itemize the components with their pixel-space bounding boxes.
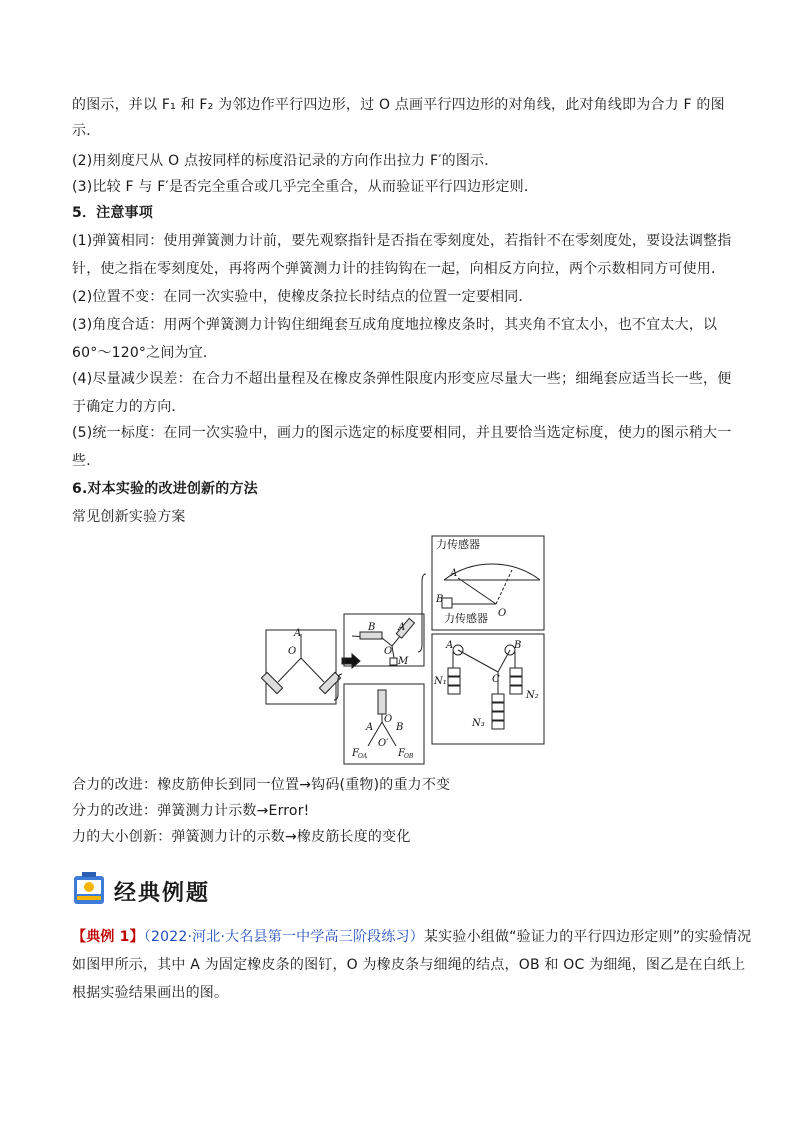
text-line: (5)统一标度：在同一次实验中，画力的图示选定的标度要相同，并且要恰当选定标度，使力的图示稍大一 <box>72 425 732 441</box>
text-line: (3)比较 F 与 F′是否完全重合或几乎完全重合，从而验证平行四边形定则． <box>72 179 539 195</box>
svg-text:A: A <box>398 622 406 633</box>
svg-text:F: F <box>352 748 359 759</box>
svg-text:N₂: N₂ <box>526 690 539 701</box>
text-line: 合力的改进：橡皮筋伸长到同一位置→钩码(重物)的重力不变 <box>72 777 451 793</box>
classic-example-icon <box>72 872 108 908</box>
svg-text:OA: OA <box>358 753 368 760</box>
example-line <box>72 924 752 950</box>
section-banner <box>72 872 272 912</box>
text-line: 如图甲所示，其中 A 为固定橡皮条的图钉，O 为橡皮条与细绳的结点，OB 和 OC 为细绳，图乙是在白纸上 <box>72 957 746 973</box>
svg-text:O: O <box>384 714 393 725</box>
svg-text:O: O <box>498 608 507 619</box>
text-line: (2)用刻度尺从 O 点按同样的标度沿记录的方向作出拉力 F′的图示． <box>72 153 499 169</box>
svg-text:力传感器: 力传感器 <box>436 538 480 551</box>
example-text: 某实验小组做“验证力的平行四边形定则”的实验情况 <box>423 929 752 945</box>
svg-text:B: B <box>368 622 376 633</box>
text-line: (1)弹簧相同：使用弹簧测力计前，要先观察指针是否指在零刻度处，若指针不在零刻度处，要设法调整指 <box>72 233 732 249</box>
text-line: 的图示，并以 F₁ 和 F₂ 为邻边作平行四边形，过 O 点画平行四边形的对角线，此对角线即为合力 F 的图 <box>72 97 725 113</box>
text-line: 分力的改进：弹簧测力计示数→Error! <box>72 803 310 819</box>
text-line: 常见创新实验方案 <box>72 509 186 525</box>
svg-text:A: A <box>446 640 454 651</box>
svg-text:A: A <box>366 722 374 733</box>
text-line: 力的大小创新：弹簧测力计的示数→橡皮筋长度的变化 <box>72 829 411 845</box>
svg-text:C: C <box>492 674 500 685</box>
text-line: 些． <box>72 453 101 469</box>
section-heading: 5．注意事项 <box>72 205 153 221</box>
text-line: 于确定力的方向． <box>72 399 186 415</box>
text-line: 示． <box>72 123 101 139</box>
svg-text:A: A <box>294 628 302 639</box>
svg-text:N₃: N₃ <box>472 718 485 729</box>
svg-text:B: B <box>514 640 522 651</box>
example-source: （2022·河北·大名县第一中学高三阶段练习） <box>143 929 424 945</box>
text-line: 60°～120°之间为宜． <box>72 345 218 361</box>
svg-text:M: M <box>398 656 409 667</box>
svg-text:F: F <box>398 748 405 759</box>
svg-text:力传感器: 力传感器 <box>444 612 488 625</box>
experiment-diagram <box>260 534 550 766</box>
svg-text:B: B <box>436 594 444 605</box>
text-line: (2)位置不变：在同一次实验中，使橡皮条拉长时结点的位置一定要相同． <box>72 289 533 305</box>
svg-text:O′: O′ <box>378 738 389 749</box>
text-line: (3)角度合适：用两个弹簧测力计钩住细绳套互成角度地拉橡皮条时，其夹角不宜太小，也不宜太大，以 <box>72 317 718 333</box>
svg-text:B: B <box>396 722 404 733</box>
text-line: 针，使之指在零刻度处，再将两个弹簧测力计的挂钩钩在一起，向相反方向拉，两个示数相同方可使用． <box>72 261 726 277</box>
section-heading: 6.对本实验的改进创新的方法 <box>72 481 258 497</box>
svg-text:O: O <box>384 646 393 657</box>
section-title: 经典例题 <box>114 881 211 906</box>
svg-text:O: O <box>288 646 297 657</box>
svg-text:A: A <box>450 568 458 579</box>
example-tag: 【典例 1】 <box>72 929 144 945</box>
text-line: (4)尽量减少误差：在合力不超出量程及在橡皮条弹性限度内形变应尽量大一些；细绳套应适当长一些，便 <box>72 371 732 387</box>
text-line: 根据实验结果画出的图。 <box>72 985 229 1001</box>
svg-text:OB: OB <box>404 753 414 760</box>
svg-text:N₁: N₁ <box>434 676 447 687</box>
